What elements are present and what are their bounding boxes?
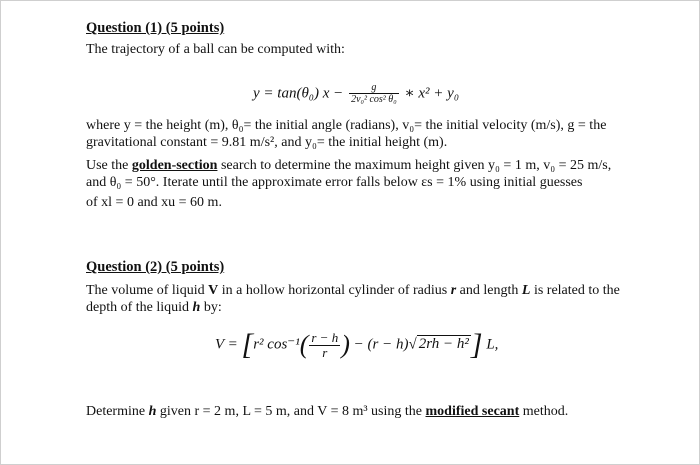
task-text: given r = 2 m, L = 5 m, and V = 8 m³ using the [156,404,426,419]
right-bracket: ] [470,328,483,361]
intro-text: The volume of liquid [86,283,209,298]
equation-lhs: y = tan(θ₀) x − [253,85,344,102]
r-squared-arccos: r² cos⁻¹ [253,336,300,353]
modified-secant-method: modified secant [425,404,520,419]
task-text: Determine [86,404,149,419]
question-2-task [86,402,568,421]
volume-fraction [309,331,340,360]
intro-text: in a hollow horizontal cylinder of radius [218,283,451,298]
fraction-numerator: g [349,82,399,94]
volume-lhs: V = [215,336,238,353]
length-factor: L, [486,336,499,353]
trajectory-equation [253,82,459,106]
symbol-h-task: h [148,404,157,419]
golden-section-method: golden-section [131,158,218,173]
symbol-L: L [521,283,531,298]
question-2-title: Question (2) (5 points) [86,259,225,275]
task-prefix: Use the [86,158,132,173]
symbol-r: r [450,283,457,298]
question-2-intro-line-2 [86,298,222,317]
intro-text: is related to the [530,283,620,298]
question-1-intro: The trajectory of a ball can be computed with: [86,42,345,57]
left-paren: ( [299,330,309,359]
intro-text: by: [200,300,222,315]
right-paren: ) [341,330,350,359]
question-1-task-line-2: and θ₀ = 50°. Iterate until the approximate error falls below εs = 1% using initial guesses [86,175,583,190]
sqrt-symbol: √ [408,336,417,353]
equation-rhs: ∗ x² + y₀ [404,85,460,102]
intro-text: and length [456,283,522,298]
volume-fraction-numerator: r − h [311,329,339,345]
left-bracket: [ [241,328,254,361]
task-text: method. [519,404,569,419]
task-suffix: search to determine the maximum height given y₀ = 1 m, v₀ = 25 m/s, [217,158,612,173]
equation-fraction [349,82,399,106]
question-1-task-line-3: of xl = 0 and xu = 60 m. [86,195,222,210]
fraction-denominator: 2v₀² cos² θ₀ [351,94,397,105]
where-line-1: where y = the height (m), θ₀= the initial angle (radians), v₀= the initial velocity (m/s), g = the [86,118,607,133]
sqrt-radicand: 2rh − h² [418,336,469,353]
where-line-2: gravitational constant = 9.81 m/s², and y₀= the initial height (m). [86,135,448,150]
intro-text: depth of the liquid [86,300,193,315]
volume-minus-term: − (r − h) [353,336,409,353]
symbol-V: V [208,283,219,298]
volume-fraction-denominator: r [322,344,328,360]
symbol-h: h [192,300,201,315]
question-1-title: Question (1) (5 points) [86,20,225,36]
volume-equation [215,330,498,360]
